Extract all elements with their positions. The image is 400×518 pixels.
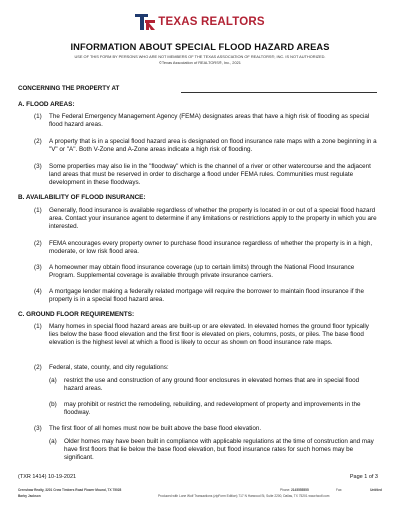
item-text: The first floor of all homes must now be built above the base flood elevation. <box>49 425 262 432</box>
page-number: Page 1 of 3 <box>349 474 378 480</box>
form-id: (TXR 1414) 10-19-2021 <box>18 474 77 480</box>
texas-realtors-logo-icon <box>135 14 155 30</box>
item-text: Some properties may also lie in the "floodway" which is the channel of a river or other watercourse and the adjacent land areas that must be reserved in order to discharge a flood under FEMA rules. Communities must regulate development in these floodways. <box>49 163 371 186</box>
item-text: may prohibit or restrict the remodeling, rebuilding, and redevelopment of property and improvements in the floodway. <box>64 401 361 416</box>
logo-text: TEXAS REALTORS <box>158 16 265 28</box>
item-letter: (a) <box>49 377 57 384</box>
item-number: (2) <box>34 138 42 145</box>
item-number: (3) <box>34 264 42 271</box>
section-b-heading: B. AVAILABILITY OF FLOOD INSURANCE: <box>18 194 146 201</box>
producer-info: Produced with Lone Wolf Transactions (zipForm Edition) 717 N Harwood St, Suite 2200, Dallas, TX 75201 www.lwolf.com <box>158 494 330 498</box>
untitled-label: Untitled <box>370 488 382 492</box>
phone-label: Phone: <box>280 488 291 492</box>
item-number: (1) <box>34 207 42 214</box>
item-text: The Federal Emergency Management Agency (FEMA) designates areas that have a high risk of flooding as special flood hazard areas. <box>49 113 370 128</box>
header-logo <box>0 14 400 30</box>
concerning-label: CONCERNING THE PROPERTY AT <box>18 85 120 92</box>
item-letter: (a) <box>49 438 57 445</box>
section-c-heading: C. GROUND FLOOR REQUIREMENTS: <box>18 311 135 318</box>
copyright: ©Texas Association of REALTORS®, Inc., 2021 <box>159 60 241 65</box>
item-text: A property that is in a special flood hazard area is designated on flood insurance rate maps with a zone beginning in a "V" or "A". Both V-Zone and A-Zone areas indicate a high risk of flooding. <box>49 138 377 153</box>
disclaimer: USE OF THIS FORM BY PERSONS WHO ARE NOT MEMBERS OF THE TEXAS ASSOCIATION OF REALTORS®, INC. IS NOT AUTHORIZED. <box>74 54 326 59</box>
item-number: (1) <box>34 113 42 120</box>
document-title: INFORMATION ABOUT SPECIAL FLOOD HAZARD AREAS <box>70 42 330 52</box>
phone-number: 2145555555 <box>291 488 309 492</box>
broker-info: Crenshaw Realty, 3201 Crow Timbers Road Flower Mound, TX 75028 <box>18 488 122 492</box>
item-number: (4) <box>34 288 42 295</box>
item-text: FEMA encourages every property owner to purchase flood insurance regardless of whether the property is in a high, moderate, or low risk flood area. <box>49 240 373 255</box>
item-text: A homeowner may obtain flood insurance coverage (up to certain limits) through the National Flood Insurance Program. Supplemental coverage is available through private insurance carriers. <box>49 264 355 279</box>
item-text: restrict the use and construction of any ground floor enclosures in elevated homes that are in special flood hazard areas. <box>64 377 360 392</box>
item-text: Older homes may have been built in compliance with applicable regulations at the time of construction and may have first floors that lie below the base flood elevation, but flood insurance rates for such homes may be significant. <box>64 438 374 461</box>
item-letter: (b) <box>49 401 57 408</box>
item-number: (2) <box>34 364 42 371</box>
agent-name: Barby Jackson <box>18 494 41 498</box>
property-address-field[interactable] <box>181 92 377 93</box>
item-number: (1) <box>34 323 42 330</box>
broker-footer-line <box>18 488 382 492</box>
producer-footer-line <box>18 494 382 498</box>
item-number: (2) <box>34 240 42 247</box>
item-text: Federal, state, county, and city regulations: <box>49 364 169 371</box>
item-number: (3) <box>34 163 42 170</box>
item-text: Generally, flood insurance is available regardless of whether the property is located in or out of a special flood hazard area. Contact your insurance agent to determine if any limitations or restrictions apply to the property in which you are interested. <box>49 207 377 230</box>
item-text: Many homes in special flood hazard areas are built-up or are elevated. In elevated homes the ground floor typically lies below the base flood elevation and the first floor is elevated on piers, columns, posts, or piles. The base flood elevation is the highest level at which a flood is likely to occur as shown on flood insurance rate maps. <box>49 323 369 346</box>
item-text: A mortgage lender making a federally related mortgage will require the borrower to maintain flood insurance if the property is in a special flood hazard area. <box>49 288 365 303</box>
section-a-heading: A. FLOOD AREAS: <box>18 101 75 108</box>
item-number: (3) <box>34 425 42 432</box>
fax-label: Fax: <box>336 488 343 492</box>
